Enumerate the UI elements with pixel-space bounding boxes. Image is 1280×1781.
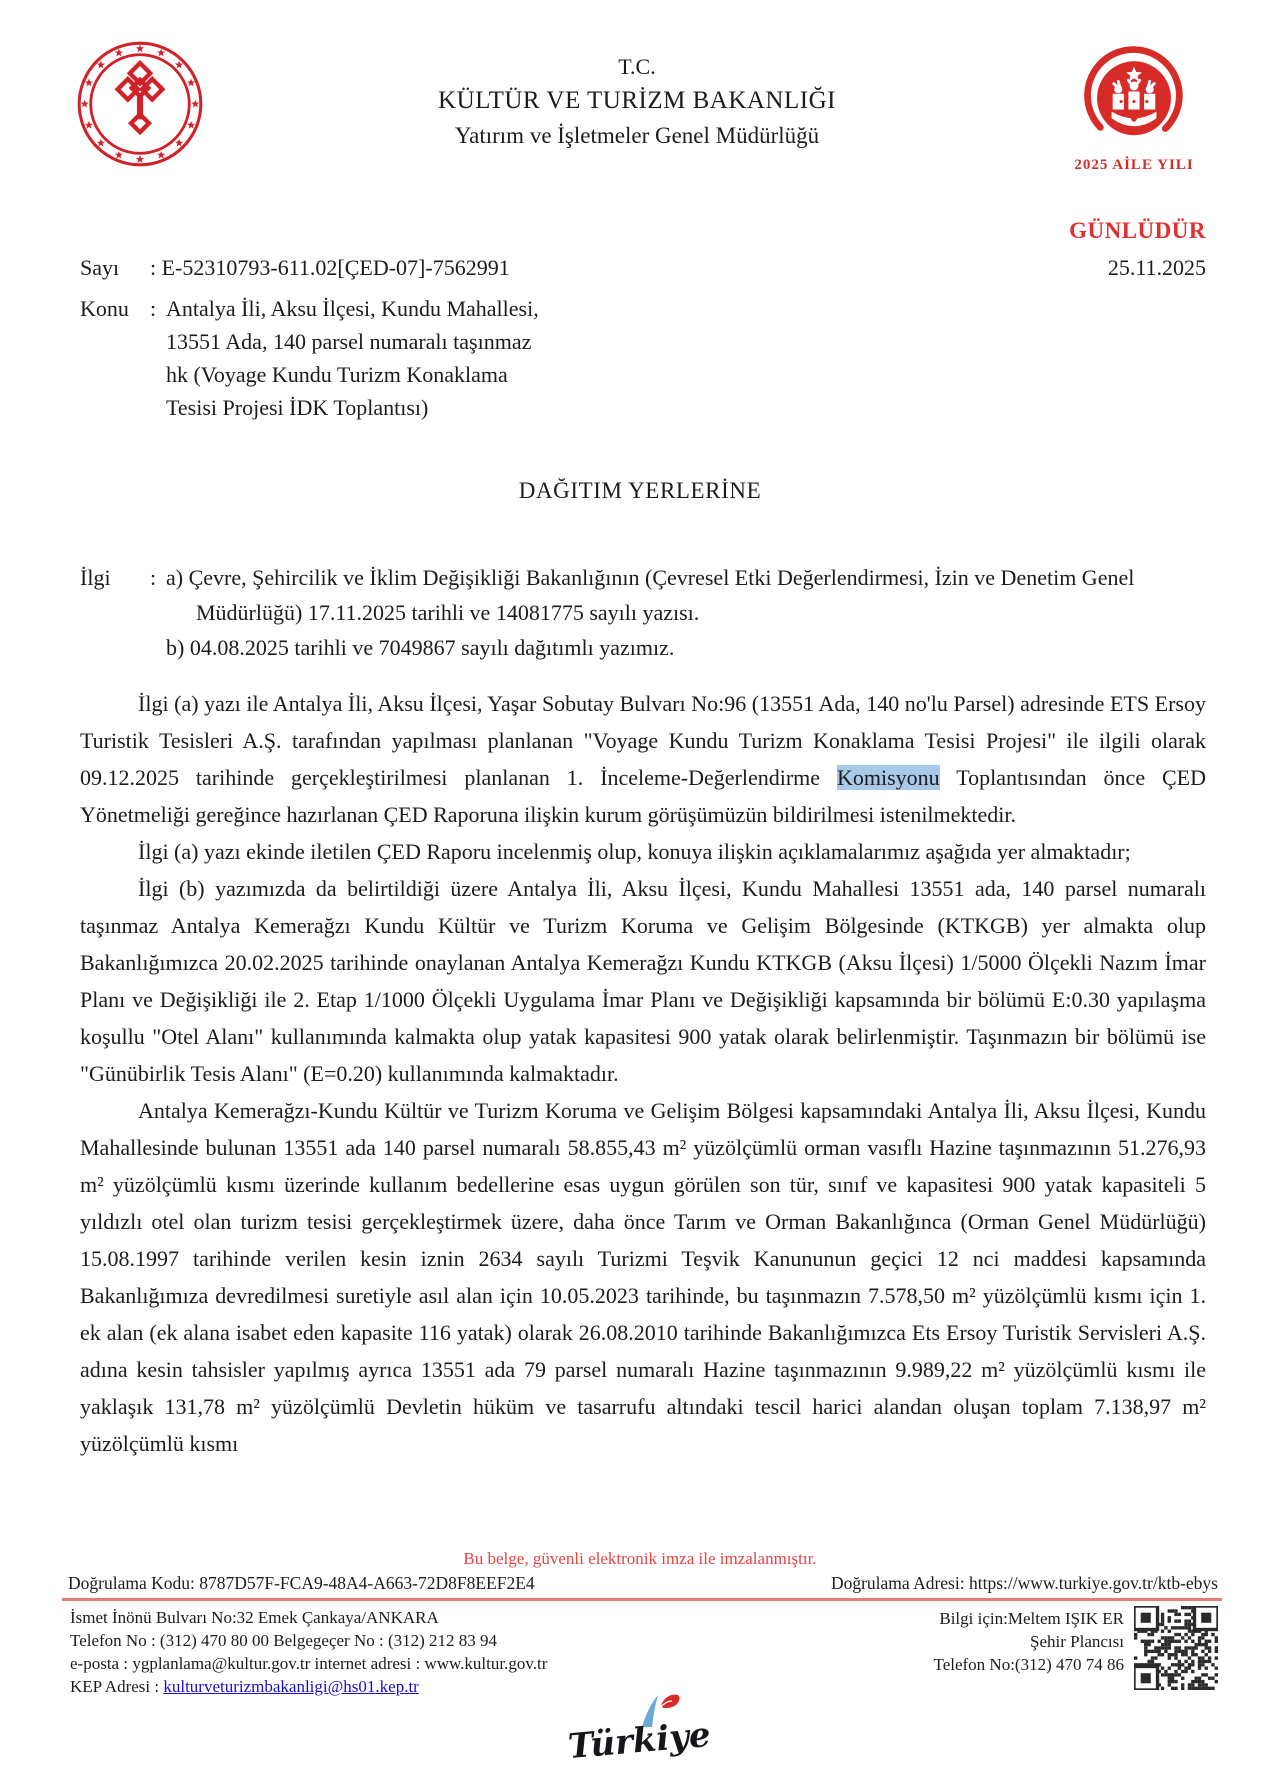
konu-colon: :	[150, 296, 157, 321]
ministry-title: KÜLTÜR VE TURİZM BAKANLIĞI	[438, 87, 836, 114]
paragraph-3: İlgi (b) yazımızda da belirtildiği üzere Antalya İli, Aksu İlçesi, Kundu Mahallesi 13551 ada, 140 parsel numaralı taşınmaz Antalya Kemerağzı Kundu Kültür ve Turizm Koruma ve Gelişim Bölgesinde (KTKGB) yer almakta olup Bakanlığımızca 20.02.2025 tarihinde onaylanan Antalya Kemerağzı Kundu KTKGB (Aksu İlçesi) 1/5000 Ölçekli Nazım İmar Planı ve Değişikliği ile 2. Etap 1/1000 Ölçekli Uygulama İmar Planı ve Değişikliği kapsamında bir bölümü E:0.30 yapılaşma koşullu "Otel Alanı" kullanımında kalmakta olup yatak kapasitesi 900 yatak olarak belirlenmiştir. Taşınmazın bir bölümü ise "Günübirlik Tesis Alanı" (E=0.20) kullanımında kalmaktadır.	[80, 876, 1206, 1086]
konu-line: 13551 Ada, 140 parsel numaralı taşınmaz	[166, 329, 532, 354]
verification-address: Doğrulama Adresi: https://www.turkiye.gov.tr/ktb-ebys	[830, 1573, 1218, 1593]
konu-line: hk (Voyage Kundu Turizm Konaklama	[166, 362, 508, 387]
ilgi-items	[166, 560, 1206, 665]
contact-name: Bilgi için:Meltem IŞIK ER	[939, 1609, 1124, 1628]
konu-line: Antalya İli, Aksu İlçesi, Kundu Mahallesi,	[166, 296, 539, 321]
department-title: Yatırım ve İşletmeler Genel Müdürlüğü	[454, 123, 820, 148]
footer-contact-block	[934, 1606, 1219, 1698]
ilgi-label: İlgi	[80, 565, 111, 590]
contact-info	[934, 1606, 1125, 1676]
paragraph-1	[80, 685, 1206, 833]
verification-row	[68, 1572, 1218, 1594]
contact-title: Şehir Plancısı	[1030, 1632, 1124, 1651]
kep-label: KEP Adresi :	[70, 1677, 164, 1696]
paragraph-2: İlgi (a) yazı ekinde iletilen ÇED Raporu incelenmiş olup, konuya ilişkin açıklamalarımız aşağıda yer almaktadır;	[138, 839, 1131, 864]
footer-address-block	[70, 1606, 547, 1698]
sayi-line	[80, 252, 510, 284]
footer-columns	[70, 1606, 1218, 1698]
ilgi-item-b: b) 04.08.2025 tarihli ve 7049867 sayılı dağıtımlı yazımız.	[166, 635, 675, 660]
verification-code: Doğrulama Kodu: 8787D57F-FCA9-48A4-A663-72D8F8EEF2E4	[68, 1573, 535, 1593]
sayi-value: : E-52310793-611.02[ÇED-07]-7562991	[150, 255, 510, 280]
ilgi-colon: :	[150, 565, 157, 590]
tc-title: T.C.	[618, 54, 656, 79]
header-titles	[220, 40, 1054, 152]
qr-code	[1134, 1606, 1218, 1690]
kep-line	[70, 1675, 547, 1698]
p1-highlighted-word: Komisyonu	[836, 765, 940, 790]
distribution-title: DAĞITIM YERLERİNE	[518, 478, 762, 503]
konu-lines	[166, 292, 539, 424]
body-text	[80, 685, 1206, 1462]
signed-note: Bu belge, güvenli elektronik imza ile imzalanmıştır.	[463, 1549, 817, 1568]
konu-row	[80, 292, 1206, 424]
sayi-row	[80, 252, 1206, 284]
ilgi-item-a: a) Çevre, Şehircilik ve İklim Değişikliği Bakanlığının (Çevresel Etki Değerlendirmesi, İzin ve Denetim Genel Müdürlüğü) 17.11.2025 tarihli ve 14081775 sayılı yazısı.	[166, 565, 1135, 625]
address-line: İsmet İnönü Bulvarı No:32 Emek Çankaya/ANKARA	[70, 1608, 439, 1627]
family-year-label: 2025 AİLE YILI	[1074, 157, 1194, 173]
letterhead	[74, 40, 1214, 174]
konu-label: Konu	[80, 296, 129, 321]
ministry-logo-icon	[74, 40, 206, 168]
phone-line: Telefon No : (312) 470 80 00 Belgegeçer No : (312) 212 83 94	[70, 1631, 498, 1650]
p1-before: İlgi (a) yazı ile Antalya İli, Aksu İlçesi, Yaşar Sobutay Bulvarı No:96 (13551 Ada, 140 no'lu Parsel) adresinde ETS Ersoy Turistik Tesisleri A.Ş. tarafından yapılması planlanan "Voyage Kundu Turizm Konaklama Tesisi Projesi" ile ilgili olarak 09.12.2025 tarihinde gerçekleştirilmesi planlanan 1. İnceleme-Değerlendirme	[80, 691, 1206, 790]
p1-after: Toplantısından önce ÇED Yönetmeliği gereğince hazırlanan ÇED Raporuna ilişkin kurum görüşümüzün bildirilmesi istenilmektedir.	[80, 765, 1207, 827]
family-year-logo	[1054, 40, 1214, 174]
ilgi-block	[80, 560, 1206, 665]
footer-divider	[62, 1598, 1222, 1601]
document-date: 25.11.2025	[1107, 255, 1206, 280]
contact-phone: Telefon No:(312) 470 74 86	[933, 1655, 1124, 1674]
family-year-icon	[1078, 40, 1190, 152]
gunludur-stamp: GÜNLÜDÜR	[1069, 218, 1206, 243]
paragraph-4: Antalya Kemerağzı-Kundu Kültür ve Turizm Koruma ve Gelişim Bölgesi kapsamındaki Antalya İli, Aksu İlçesi, Kundu Mahallesinde bulunan 13551 ada 140 parsel numaralı 58.855,43 m² yüzölçümlü orman vasıflı Hazine taşınmazının 51.276,93 m² yüzölçümlü kısmı üzerinde kullanım bedellerine esas uygun görülen son tür, sınıf ve kapasitesi 900 yatak kapasiteli 5 yıldızlı otel olan turizm tesisi gerçekleştirmek üzere, daha önce Tarım ve Orman Bakanlığınca (Orman Genel Müdürlüğü) 15.08.1997 tarihinde verilen kesin iznin 2634 sayılı Turizmi Teşvik Kanununun geçici 12 nci maddesi kapsamında Bakanlığımıza devredilmesi suretiyle asıl alan için 10.05.2023 tarihinde, bu taşınmazın 7.578,50 m² yüzölçümlü kısmı için 1. ek alan (ek alana isabet eden kapasite 116 yatak) olarak 26.08.2010 tarihinde Bakanlığımızca Ets Ersoy Turistik Servisleri A.Ş. adına kesin tahsisler yapılmış ayrıca 13551 ada 79 parsel numaralı Hazine taşınmazının 9.989,22 m² yüzölçümlü kısmı ile yaklaşık 131,78 m² yüzölçümlü Devletin hüküm ve tasarrufu altındaki tescil harici alandan oluşan toplam 7.138,97 m² yüzölçümlü kısmı	[80, 1098, 1206, 1456]
ministry-logo	[74, 40, 220, 172]
knot-tree-stem	[137, 96, 143, 119]
turkiye-logo	[560, 1695, 720, 1771]
email-line: e-posta : ygplanlama@kultur.gov.tr internet adresi : www.kultur.gov.tr	[70, 1654, 548, 1673]
konu-line: Tesisi Projesi İDK Toplantısı)	[166, 395, 429, 420]
sayi-label: Sayı	[80, 255, 120, 280]
turkiye-logo-text: Türkiye	[566, 1714, 713, 1768]
footer	[0, 1549, 1280, 1781]
kep-address-link[interactable]: kulturveturizmbakanligi@hs01.kep.tr	[163, 1677, 419, 1696]
